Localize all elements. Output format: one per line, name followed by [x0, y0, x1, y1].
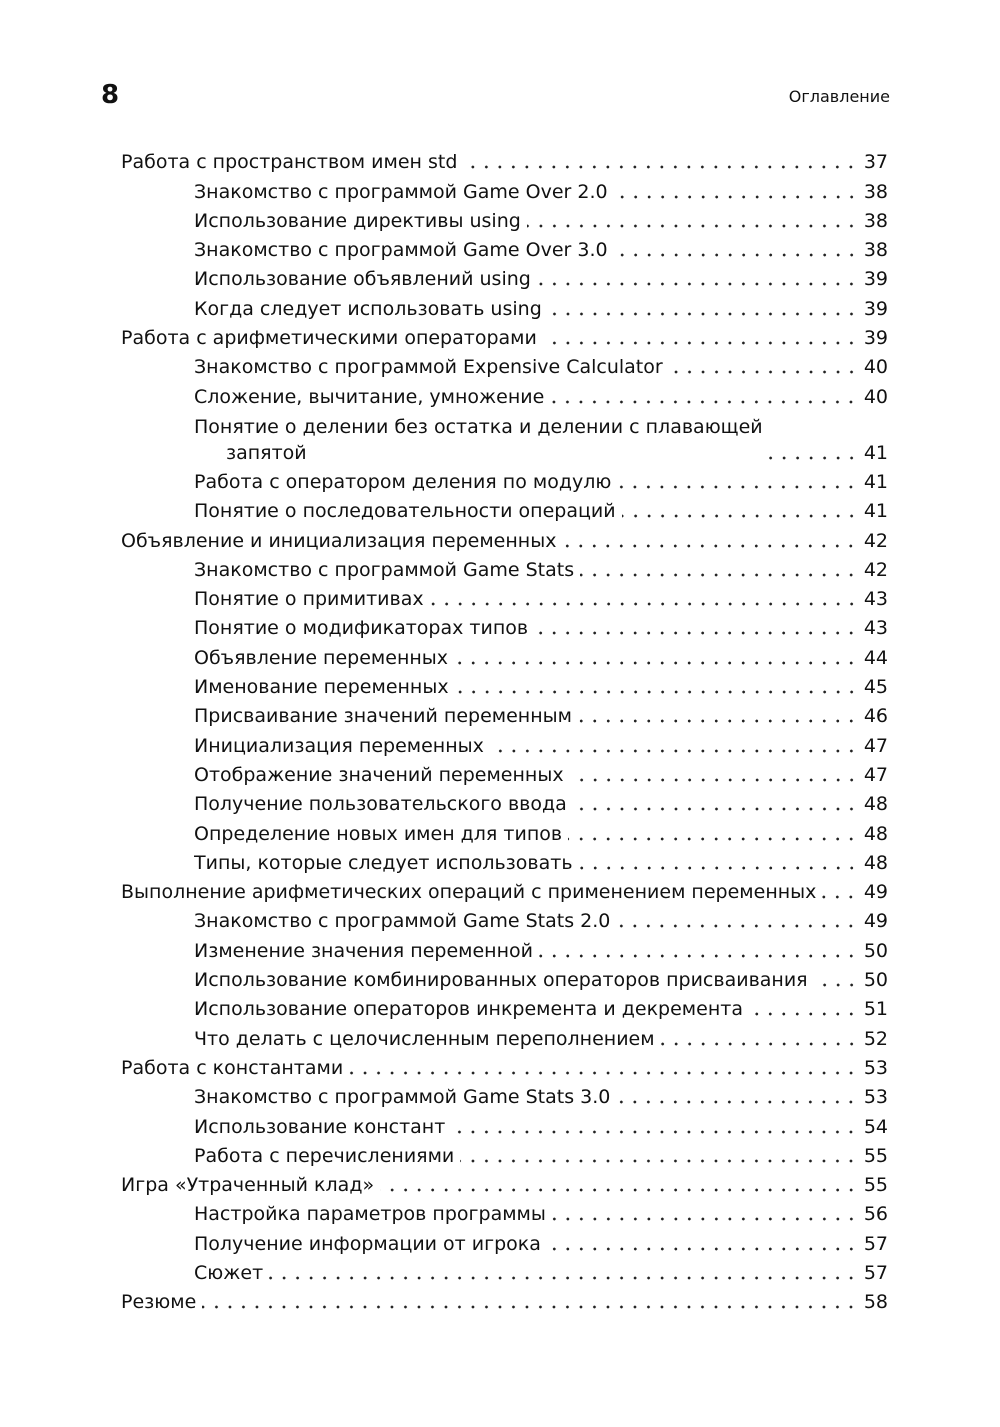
toc-entry-title-text: Изменение значения переменной	[194, 939, 533, 962]
dot-leader	[269, 1276, 858, 1280]
dot-leader	[537, 282, 858, 286]
toc-entry-title	[194, 587, 424, 612]
toc-entry-page: 53	[863, 1086, 888, 1109]
toc-entry-title-text: Присваивание значений переменным	[194, 705, 572, 728]
dot-leader	[562, 544, 858, 548]
toc-entry-title-text: Понятие о модификаторах типов	[194, 617, 529, 640]
dot-leader	[814, 983, 858, 987]
dot-leader	[451, 1130, 858, 1134]
dot-leader	[552, 1217, 858, 1221]
toc-entry-page: 44	[863, 646, 888, 669]
dot-leader	[822, 895, 858, 899]
toc-entry-title	[121, 326, 537, 351]
toc-entry-title-text: Знакомство с программой Game Stats 3.0	[194, 1086, 611, 1109]
toc-entry-title-text: Именование переменных	[194, 676, 449, 699]
toc-entry-page: 38	[863, 239, 888, 262]
dot-leader	[463, 165, 858, 169]
toc-entry-page: 45	[863, 676, 888, 699]
toc-entry-page: 53	[863, 1056, 888, 1079]
toc-entry-page: 42	[863, 529, 888, 552]
toc-entry-title-text: Объявление и инициализация переменных	[121, 529, 557, 552]
toc-entry-title	[121, 529, 556, 554]
toc-entry-title	[194, 267, 531, 292]
toc-entry-page: 58	[863, 1291, 888, 1314]
toc-entry	[121, 759, 888, 788]
toc-entry-page: 52	[863, 1027, 888, 1050]
toc-entry-title-text: Использование объявлений using	[194, 268, 531, 291]
toc-entry-title-text: Знакомство с программой Game Stats 2.0	[194, 910, 611, 933]
toc-entry	[121, 1198, 888, 1227]
dot-leader	[769, 456, 858, 460]
toc-entry-title	[194, 1202, 546, 1227]
page-number: 8	[101, 80, 120, 110]
toc-entry	[121, 1022, 888, 1051]
toc-entry	[121, 934, 888, 963]
toc-entry-title-text: Определение новых имен для типов	[194, 822, 563, 845]
toc-entry-page: 43	[863, 617, 888, 640]
toc-entry-title	[121, 150, 457, 175]
toc-entry-page: 46	[863, 705, 888, 728]
toc-entry-title	[194, 616, 528, 641]
toc-entry-title-text: Использование операторов инкремента и декремента	[194, 998, 743, 1021]
toc-entry	[121, 964, 888, 993]
toc-entry	[121, 351, 888, 380]
toc-entry-title-text: Получение информации от игрока	[194, 1232, 541, 1255]
toc-entry	[121, 612, 888, 641]
toc-entry-title	[194, 297, 542, 322]
toc-entry-page: 56	[863, 1203, 888, 1226]
toc-entry	[121, 410, 888, 466]
toc-entry-page: 55	[863, 1174, 888, 1197]
dot-leader	[349, 1071, 858, 1075]
toc-entry-page: 47	[863, 763, 888, 786]
toc-entry-page: 49	[863, 881, 888, 904]
toc-entry	[121, 524, 888, 553]
toc-entry	[121, 788, 888, 817]
toc-entry	[121, 729, 888, 758]
toc-entry-page: 39	[863, 327, 888, 350]
toc-entry-page: 55	[863, 1144, 888, 1167]
toc-entry	[121, 146, 888, 175]
toc-entry-title-text: Настройка параметров программы	[194, 1203, 546, 1226]
dot-leader	[614, 253, 858, 257]
toc-entry-title-text: Работа с оператором деления по модулю	[194, 470, 612, 493]
toc-entry-title-text: Резюме	[121, 1291, 197, 1314]
toc-entry-page: 37	[863, 151, 888, 174]
dot-leader	[617, 485, 858, 489]
toc-entry-page: 43	[863, 588, 888, 611]
toc-entry-title	[194, 209, 521, 234]
toc-entry-title	[194, 763, 564, 788]
toc-entry-title-text: Знакомство с программой Expensive Calculator	[194, 356, 663, 379]
toc-entry-title	[194, 997, 743, 1022]
toc-entry-page: 41	[863, 441, 888, 464]
toc-entry-title	[194, 939, 533, 964]
toc-entry	[121, 205, 888, 234]
toc-entry-page: 40	[863, 356, 888, 379]
dot-leader	[454, 661, 858, 665]
toc-entry	[121, 847, 888, 876]
toc-entry-title	[121, 1056, 343, 1081]
toc-entry-title	[194, 792, 567, 817]
dot-leader	[749, 1012, 858, 1016]
toc-entry-page: 39	[863, 297, 888, 320]
toc-entry-title	[194, 238, 608, 263]
dot-leader	[547, 1247, 858, 1251]
toc-entry-title-text: Понятие о последовательности операций	[194, 500, 616, 523]
toc-entry	[121, 495, 888, 524]
toc-entry-title-text: Когда следует использовать using	[194, 297, 542, 320]
toc-entry	[121, 554, 888, 583]
toc-entry-title-text: Отображение значений переменных	[194, 763, 564, 786]
toc-entry-title-text: Сюжет	[194, 1261, 264, 1284]
toc-entry-page: 57	[863, 1232, 888, 1255]
toc-entry-page: 39	[863, 268, 888, 291]
dot-leader	[568, 837, 858, 841]
dot-leader	[430, 602, 858, 606]
toc-entry	[121, 1081, 888, 1110]
dot-leader	[616, 924, 858, 928]
toc-entry-title-text: Работа с константами	[121, 1056, 344, 1079]
dot-leader	[579, 866, 858, 870]
dot-leader	[580, 573, 858, 577]
toc-entry-page: 49	[863, 910, 888, 933]
toc-entry-page: 41	[863, 500, 888, 523]
toc-entry-page: 48	[863, 851, 888, 874]
toc-entry-title-text: Знакомство с программой Game Over 3.0	[194, 239, 608, 262]
toc-entry-page: 51	[863, 998, 888, 1021]
toc-entry-title-text: Использование директивы using	[194, 209, 521, 232]
dot-leader	[380, 1188, 858, 1192]
dot-leader	[616, 1100, 858, 1104]
toc-entry-title	[121, 1290, 196, 1315]
dot-leader	[460, 1159, 858, 1163]
toc-entry-title	[194, 355, 663, 380]
dot-leader	[578, 719, 858, 723]
toc-entry-title	[194, 558, 574, 583]
toc-entry-title	[194, 1085, 610, 1110]
dot-leader	[614, 195, 858, 199]
toc-entry	[121, 700, 888, 729]
toc-entry-title-text: Что делать с целочисленным переполнением	[194, 1027, 655, 1050]
toc-entry-title-text: Выполнение арифметических операций с применением переменных	[121, 881, 817, 904]
toc-entry-page: 57	[863, 1261, 888, 1284]
toc-entry-title-text: Инициализация переменных	[194, 734, 484, 757]
toc-entry-title-text: Использование комбинированных операторов присваивания	[194, 969, 808, 992]
toc-entry-title-continuation: запятой	[226, 441, 307, 464]
toc-entry	[121, 1140, 888, 1169]
toc-entry-page: 48	[863, 822, 888, 845]
toc-entry	[121, 322, 888, 351]
toc-entry-title	[194, 968, 808, 993]
toc-entry-title	[194, 822, 562, 847]
toc-entry	[121, 993, 888, 1022]
dot-leader	[455, 690, 858, 694]
toc-entry-page: 54	[863, 1115, 888, 1138]
toc-entry	[121, 292, 888, 321]
dot-leader	[622, 514, 858, 518]
toc-entry-title-text: Работа с арифметическими операторами	[121, 327, 537, 350]
toc-entry-title-text: Игра «Утраченный клад»	[121, 1174, 375, 1197]
table-of-contents	[121, 146, 888, 1315]
toc-entry	[121, 1169, 888, 1198]
toc-entry-page: 42	[863, 558, 888, 581]
toc-entry-title	[194, 1144, 454, 1169]
dot-leader	[573, 807, 858, 811]
dot-leader	[534, 631, 858, 635]
toc-entry-page: 50	[863, 969, 888, 992]
toc-entry	[121, 1052, 888, 1081]
dot-leader	[570, 778, 858, 782]
running-head: Оглавление	[788, 87, 890, 106]
toc-entry-title	[194, 704, 572, 729]
toc-entry	[121, 671, 888, 700]
toc-entry	[121, 1227, 888, 1256]
dot-leader	[669, 370, 858, 374]
toc-entry-title-text: Работа с перечислениями	[194, 1144, 455, 1167]
toc-entry-title	[194, 1027, 655, 1052]
dot-leader	[539, 954, 858, 958]
toc-entry-title	[194, 385, 544, 410]
dot-leader	[661, 1042, 858, 1046]
dot-leader	[202, 1305, 858, 1309]
dot-leader	[490, 749, 858, 753]
toc-entry	[121, 876, 888, 905]
toc-entry-title-text: Понятие о примитивах	[194, 588, 424, 611]
toc-entry-title-text: Использование констант	[194, 1115, 446, 1138]
toc-entry	[121, 905, 888, 934]
toc-entry-page: 48	[863, 793, 888, 816]
dot-leader	[550, 400, 858, 404]
toc-entry-title	[194, 734, 484, 759]
toc-entry	[121, 263, 888, 292]
toc-entry-title-text: Знакомство с программой Game Over 2.0	[194, 180, 608, 203]
toc-entry-title	[194, 499, 616, 524]
toc-entry	[121, 234, 888, 263]
dot-leader	[527, 224, 858, 228]
toc-entry-title-text: Получение пользовательского ввода	[194, 793, 567, 816]
toc-entry-page: 38	[863, 209, 888, 232]
toc-entry-title-text: Типы, которые следует использовать	[194, 851, 573, 874]
toc-entry	[121, 641, 888, 670]
toc-entry-page: 47	[863, 734, 888, 757]
toc-entry-page: 41	[863, 470, 888, 493]
toc-entry-title-text: Понятие о делении без остатка и делении с плавающей	[194, 415, 763, 438]
toc-entry	[121, 1286, 888, 1315]
toc-entry-title	[194, 675, 449, 700]
toc-entry	[121, 175, 888, 204]
toc-entry-title	[121, 1173, 374, 1198]
toc-entry	[121, 380, 888, 409]
toc-entry	[121, 583, 888, 612]
toc-entry-title	[194, 180, 608, 205]
toc-entry-title-text: Объявление переменных	[194, 646, 449, 669]
toc-entry-title-text: Работа с пространством имен std	[121, 151, 458, 174]
dot-leader	[543, 341, 858, 345]
toc-entry-title	[194, 646, 448, 671]
toc-entry-title	[194, 851, 573, 876]
toc-entry-title-text: Сложение, вычитание, умножение	[194, 385, 545, 408]
toc-entry	[121, 1110, 888, 1139]
toc-entry-title-text: Знакомство с программой Game Stats	[194, 558, 575, 581]
toc-entry-page: 38	[863, 180, 888, 203]
toc-entry-page: 40	[863, 385, 888, 408]
toc-entry-title	[121, 880, 816, 905]
dot-leader	[548, 312, 858, 316]
toc-entry-title	[194, 1115, 445, 1140]
toc-entry-title	[194, 414, 763, 466]
toc-entry-page: 50	[863, 939, 888, 962]
toc-entry	[121, 1257, 888, 1286]
toc-entry-title	[194, 470, 611, 495]
toc-entry	[121, 466, 888, 495]
toc-entry-title	[194, 1261, 263, 1286]
toc-entry	[121, 817, 888, 846]
toc-entry-title	[194, 1232, 541, 1257]
toc-entry-title	[194, 909, 610, 934]
